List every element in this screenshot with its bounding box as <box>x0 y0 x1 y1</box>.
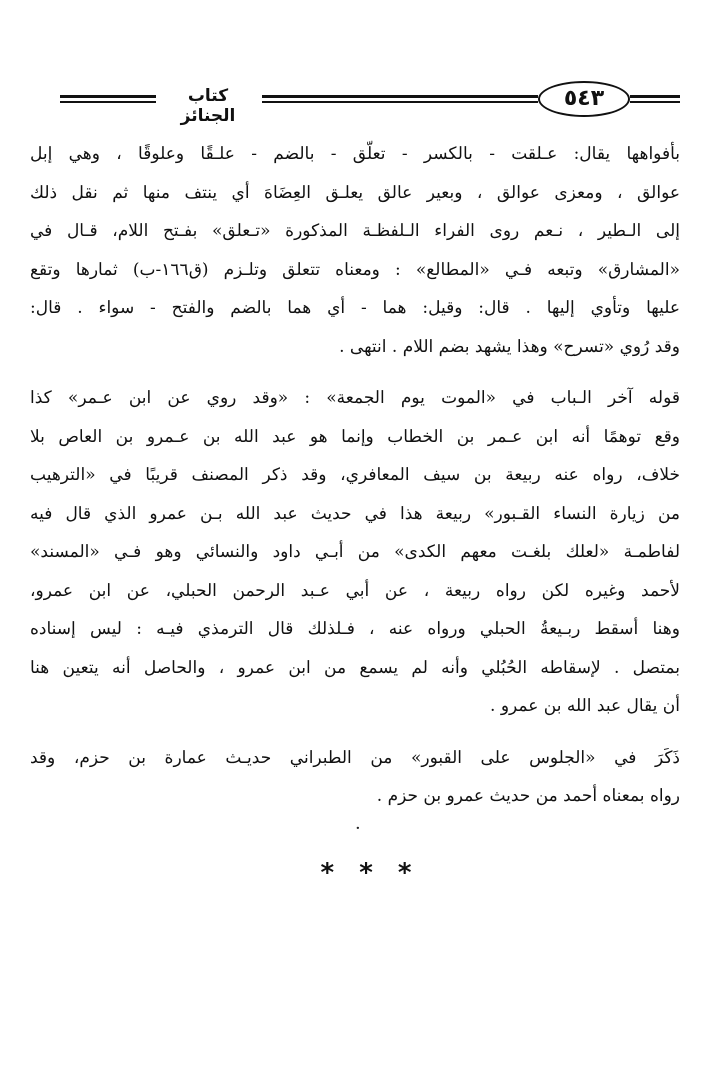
text-line: عوالق ، ومعزى عوالق ، وبعير عالق يعلـق العِضَاهَ أي ينتف منها ثم نقل ذلك <box>30 182 680 203</box>
text-line: إلى الـطير ، نـعم روى الفراء الـلفظـة المذكورة «تـعلق» بفـتح اللام، قـال في <box>30 221 680 241</box>
header-rule-middle-1 <box>262 95 538 98</box>
text-line: بمتصل . لإسقاطه الحُبُلي وأنه لم يسمع من ابن عمرو ، والحاصل أنه يتعين هنا <box>30 657 680 678</box>
header-rule-left-2 <box>60 101 156 103</box>
paragraph-1 <box>30 135 680 366</box>
paragraph-3 <box>30 739 680 816</box>
text-line: من زيارة النساء القـبور» ربيعة هذا في حديث عبد الله بـن عمرو الذي قال فيه <box>30 503 680 524</box>
header-rule-left-1 <box>60 95 156 98</box>
text-line: عليها وتأوي إليها . قال: وقيل: هما - أي هما بالضم والفتح - سواء . قال: <box>30 298 680 318</box>
paragraph-gap <box>30 366 680 379</box>
paragraph-gap <box>30 726 680 739</box>
text-line: رواه بمعناه أحمد من حديث عمرو بن حزم . <box>376 786 680 806</box>
header-rule-middle-2 <box>262 101 538 103</box>
text-line: بأفواهها يقال: عـلقت - بالكسر - تعلّق - بالضم - علـقًا وعلوقًا ، وهي إبل <box>30 144 680 164</box>
section-separator: * * * <box>320 858 420 888</box>
text-line: «المشارق» وتبعه فـي «المطالع» : ومعناه تتعلق وتلـزم (ق١٦٦-ب) ثمارها وتقع <box>30 259 680 280</box>
text-line: أن يقال عبد الله بن عمرو . <box>490 696 680 716</box>
text-line: لفاطمـة «لعلك بلغـت معهم الكدى» من أبـي داود والنسائي وهو فـي «المسند» <box>30 542 680 562</box>
page-header <box>0 0 703 126</box>
paragraph-2 <box>30 379 680 726</box>
text-line: وقع توهمًا أنه ابن عـمر بن الخطاب وإنما هو عبد الله بن عـمرو بن العاص بلا <box>30 426 680 447</box>
header-rule-right-2 <box>630 101 680 103</box>
text-line: ذَكَرَ في «الجلوس على القبور» من الطبراني حديـث عمارة بن حزم، وقد <box>30 747 680 768</box>
header-rule-right-1 <box>630 95 680 98</box>
page-body <box>30 135 680 816</box>
text-line: لأحمد وغيره لكن رواه ربيعة ، عن أبي عـبد الرحمن الحبلي، عن ابن عمرو، <box>30 580 680 601</box>
text-line: وقد رُوي «تسرح» وهذا يشهد بضم اللام . انتهى . <box>339 336 680 357</box>
chapter-title: كتاب الجنائز <box>180 86 236 126</box>
stray-dot: · <box>355 818 361 839</box>
text-line: قوله آخر الـباب في «الموت يوم الجمعة» : «وقد روي عن ابن عـمر» كذا <box>30 388 680 408</box>
page-number-oval <box>538 81 630 117</box>
text-line: خلاف، رواه عنه ربيعة بن سيف المعافري، وقد ذكر المصنف قريبًا في «الترهيب <box>30 465 680 485</box>
page-number: ٥٤٣ <box>563 86 605 111</box>
text-line: وهنا أسقط ربـيعةُ الحبلي ورواه عنه ، فـلذلك قال الترمذي فيـه : ليس إسناده <box>30 619 680 639</box>
